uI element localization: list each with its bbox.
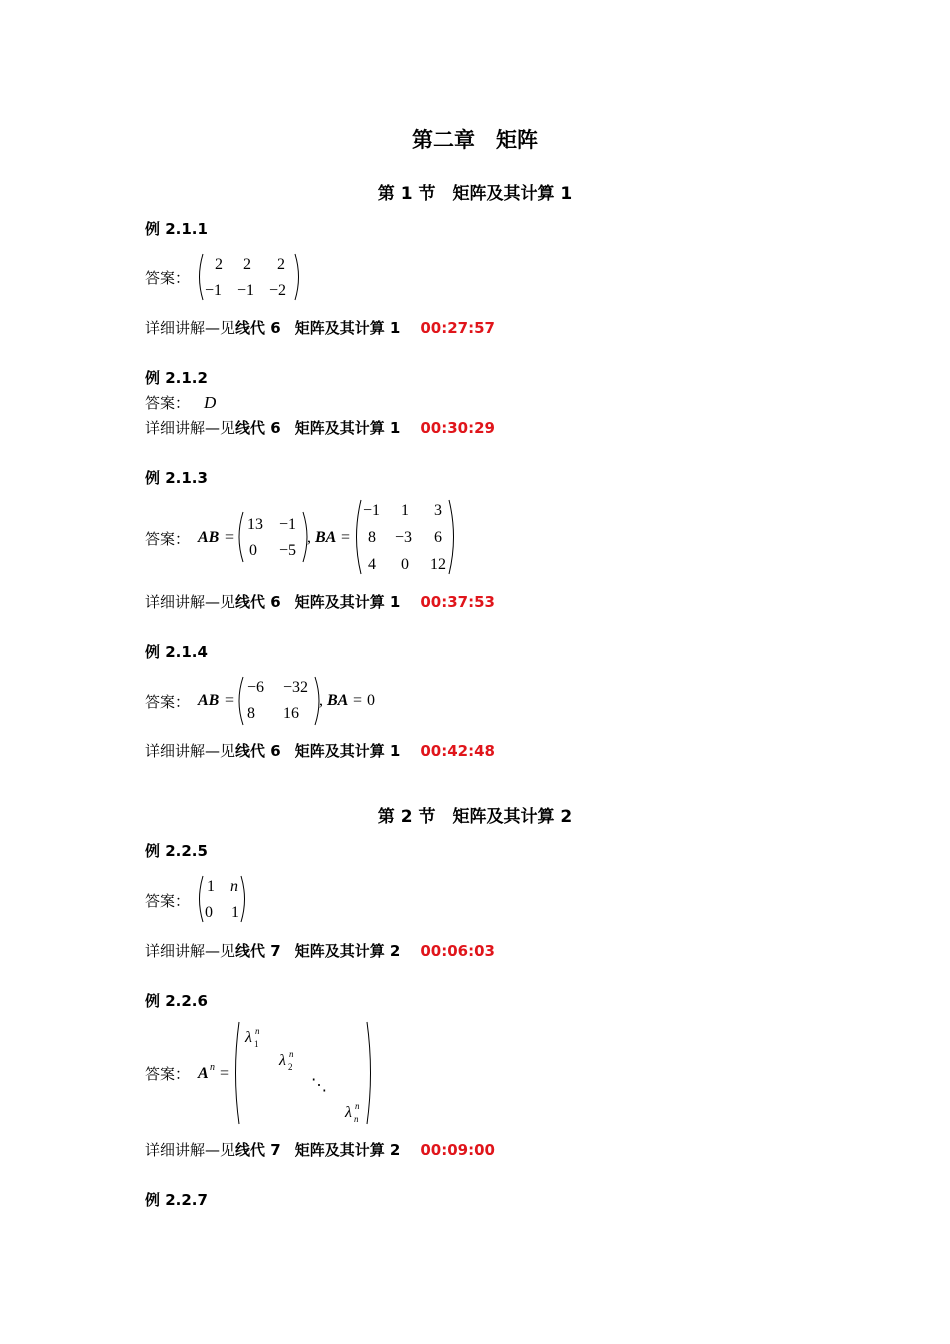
- detail-prefix: 详细讲解—见: [145, 319, 236, 337]
- matrix-cell: 1: [401, 502, 409, 519]
- matrix-cell: −1: [363, 502, 381, 519]
- answer-label: 答案：: [145, 693, 191, 711]
- diag-sub: 2: [288, 1062, 293, 1072]
- matrix-cell: −2: [269, 282, 287, 299]
- detail-prefix: 详细讲解—见: [145, 742, 236, 760]
- example-label: 例 2.1.4: [145, 643, 208, 661]
- answer-matrix: [195, 874, 255, 926]
- lecture-name: 线代 6: [235, 419, 281, 437]
- detail-prefix: 详细讲解—见: [145, 419, 236, 437]
- chapter-title: 第二章 矩阵: [412, 128, 538, 152]
- timestamp: 00:09:00: [420, 1141, 495, 1159]
- timestamp: 00:06:03: [420, 942, 495, 960]
- lhs-ba: BA: [327, 692, 349, 709]
- lecture-name: 线代 6: [235, 742, 281, 760]
- example-label: 例 2.2.6: [145, 992, 208, 1010]
- matrix-cell: −6: [247, 679, 265, 696]
- lecture-name: 线代 7: [235, 942, 281, 960]
- section-title-1: 第 1 节 矩阵及其计算 1: [377, 184, 573, 204]
- answer-label: 答案：: [145, 892, 191, 910]
- matrix-cell: −32: [283, 679, 309, 696]
- detail-line: [145, 740, 495, 761]
- timestamp: 00:30:29: [420, 419, 495, 437]
- answer-matrix: [195, 252, 305, 302]
- lhs-ab: AB: [198, 692, 220, 709]
- answer-line: [145, 392, 216, 413]
- matrix-cell: 12: [430, 556, 446, 573]
- detail-line: [145, 1139, 495, 1160]
- answer-label: 答案：: [145, 269, 191, 287]
- equals-sign: =: [220, 1065, 230, 1082]
- diag-lambda: λ: [345, 1104, 352, 1121]
- matrix-cell: 3: [434, 502, 442, 519]
- answer-equation: [195, 496, 465, 578]
- equals-sign: =: [225, 529, 235, 546]
- detail-prefix: 详细讲解—见: [145, 1141, 236, 1159]
- topic-name: 矩阵及其计算 2: [294, 942, 401, 960]
- detail-prefix: 详细讲解—见: [145, 593, 236, 611]
- matrix-cell: 6: [434, 529, 442, 546]
- diag-power: n: [289, 1049, 294, 1059]
- lhs-ab: AB: [198, 529, 220, 546]
- diag-lambda: λ: [279, 1052, 286, 1069]
- lecture-name: 线代 7: [235, 1141, 281, 1159]
- matrix-cell: −1: [205, 282, 223, 299]
- lhs-ba: BA: [315, 529, 337, 546]
- matrix-cell: 8: [247, 705, 255, 722]
- topic-name: 矩阵及其计算 2: [294, 1141, 401, 1159]
- matrix-cell: 0: [401, 556, 409, 573]
- matrix-cell: 1: [231, 904, 239, 921]
- matrix-cell: 4: [368, 556, 376, 573]
- matrix-cell: n: [230, 878, 238, 895]
- matrix-cell: 8: [368, 529, 376, 546]
- equals-sign: =: [341, 529, 351, 546]
- matrix-cell: −1: [237, 282, 255, 299]
- equals-sign: =: [225, 692, 235, 709]
- topic-name: 矩阵及其计算 1: [294, 419, 401, 437]
- detail-line: [145, 317, 495, 338]
- equals-sign: =: [353, 692, 363, 709]
- matrix-cell: 0: [205, 904, 213, 921]
- example-label: 例 2.1.1: [145, 220, 208, 238]
- answer-label: 答案：: [145, 530, 191, 548]
- detail-line: [145, 591, 495, 612]
- rhs-zero: 0: [367, 692, 375, 709]
- topic-name: 矩阵及其计算 1: [294, 319, 401, 337]
- example-label: 例 2.1.2: [145, 369, 208, 387]
- topic-name: 矩阵及其计算 1: [294, 593, 401, 611]
- matrix-cell: −3: [395, 529, 413, 546]
- example-label: 例 2.1.3: [145, 469, 208, 487]
- matrix-cell: 1: [207, 878, 215, 895]
- diag-dots: ⋱: [311, 1077, 327, 1094]
- section-title-2: 第 2 节 矩阵及其计算 2: [377, 807, 573, 827]
- example-label: 例 2.2.5: [145, 842, 208, 860]
- detail-prefix: 详细讲解—见: [145, 942, 236, 960]
- answer-equation: [195, 674, 395, 728]
- lhs-a: A: [198, 1065, 209, 1082]
- answer-equation: [195, 1018, 385, 1128]
- timestamp: 00:27:57: [420, 319, 495, 337]
- lhs-exponent: n: [210, 1062, 215, 1073]
- matrix-cell: 13: [247, 516, 263, 533]
- diag-lambda: λ: [245, 1029, 252, 1046]
- comma: ,: [319, 692, 323, 709]
- diag-sub: 1: [254, 1039, 259, 1049]
- answer-label: 答案：: [145, 1065, 191, 1083]
- matrix-cell: −1: [279, 516, 297, 533]
- matrix-cell: 16: [283, 705, 299, 722]
- matrix-cell: 2: [215, 256, 223, 273]
- matrix-cell: 0: [249, 542, 257, 559]
- lecture-name: 线代 6: [235, 593, 281, 611]
- comma: ,: [307, 529, 311, 546]
- example-label: 例 2.2.7: [145, 1191, 208, 1209]
- diag-power: n: [355, 1101, 360, 1111]
- lecture-name: 线代 6: [235, 319, 281, 337]
- topic-name: 矩阵及其计算 1: [294, 742, 401, 760]
- diag-power: n: [255, 1026, 260, 1036]
- diag-sub: n: [354, 1114, 359, 1124]
- answer-value: D: [204, 393, 217, 412]
- timestamp: 00:37:53: [420, 593, 495, 611]
- matrix-cell: −5: [279, 542, 297, 559]
- timestamp: 00:42:48: [420, 742, 495, 760]
- detail-line: [145, 417, 495, 438]
- detail-line: [145, 940, 495, 961]
- matrix-cell: 2: [277, 256, 285, 273]
- matrix-cell: 2: [243, 256, 251, 273]
- answer-label: 答案：: [145, 394, 191, 412]
